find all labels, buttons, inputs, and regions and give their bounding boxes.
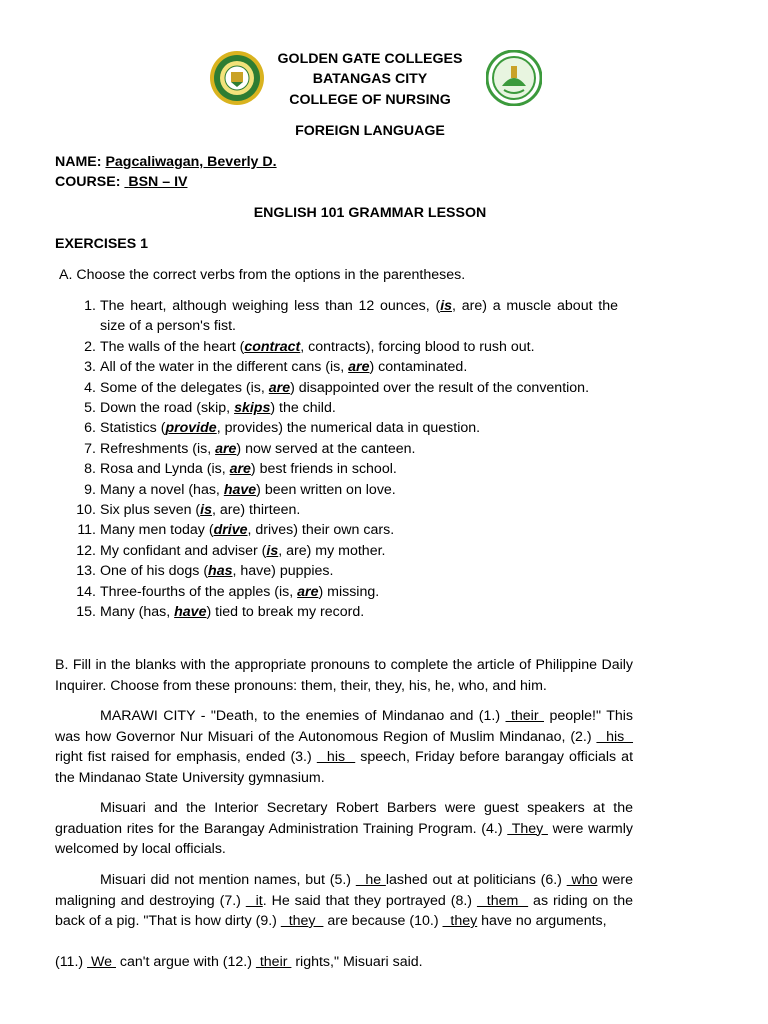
item-answer: are xyxy=(229,461,251,478)
school-name: GOLDEN GATE COLLEGES xyxy=(277,51,463,67)
item-text: Three-fourths of the apples (is, are) missing. xyxy=(100,583,380,600)
item-answer: is xyxy=(200,502,212,519)
part-a-item xyxy=(56,398,618,418)
part-a-item xyxy=(56,337,618,357)
item-answer: have xyxy=(223,481,257,498)
item-text: Some of the delegates (is, are) disappointed over the result of the convention. xyxy=(100,379,590,396)
item-text: Rosa and Lynda (is, are) best friends in school. xyxy=(100,461,397,478)
part-b-instruction: B. Fill in the blanks with the appropriate pronouns to complete the article of Philippine Daily Inquirer. Choose from these pronouns: them, their, they, his, he, who, and him. xyxy=(55,657,633,694)
item-number: 8. xyxy=(84,461,96,478)
blank-11: We xyxy=(87,954,116,970)
blank-5: he xyxy=(355,872,386,888)
blank-7: it xyxy=(245,892,263,909)
college-name: COLLEGE OF NURSING xyxy=(289,92,451,108)
part-a-instruction: A. Choose the correct verbs from the options in the parentheses. xyxy=(59,267,466,283)
item-text: All of the water in the different cans (is, are) contaminated. xyxy=(100,359,468,376)
item-number: 13. xyxy=(76,563,96,580)
item-answer: skips xyxy=(234,400,271,417)
blank-8: them xyxy=(476,892,529,909)
part-a-item xyxy=(56,500,618,520)
item-answer: contract xyxy=(244,338,301,355)
part-a-item xyxy=(56,602,618,622)
article-paragraph-1: MARAWI CITY - "Death, to the enemies of Mindanao and (1.) their people!" This was how Governor Nur Misuari of the Autonomous Region of Muslim Mindanao, (2.) his right fist raised for emphasis, ended (3.) his speech, Friday before barangay officials at the Mindanao State University gymnasium. xyxy=(55,708,634,786)
item-text: One of his dogs (has, have) puppies. xyxy=(100,563,334,580)
lesson-title: ENGLISH 101 GRAMMAR LESSON xyxy=(253,205,487,221)
item-answer: is xyxy=(440,298,453,314)
item-number: 11. xyxy=(77,522,96,539)
name-value: Pagcaliwagan, Beverly D. xyxy=(105,154,277,170)
blank-2: his xyxy=(596,728,634,745)
item-text: The walls of the heart (contract, contracts), forcing blood to rush out. xyxy=(100,338,535,355)
item-answer: provide xyxy=(165,420,217,437)
item-number: 14. xyxy=(76,583,96,600)
item-number: 2. xyxy=(84,338,96,355)
item-answer: is xyxy=(266,542,279,559)
item-text: Many a novel (has, have) been written on love. xyxy=(100,481,396,498)
item-number: 7. xyxy=(84,440,96,457)
part-a-item xyxy=(56,520,618,540)
name-label: NAME: xyxy=(55,154,102,170)
part-a-item xyxy=(56,357,618,377)
item-answer: has xyxy=(208,563,233,580)
part-a-item xyxy=(56,582,618,602)
item-number: 3. xyxy=(84,359,96,376)
item-answer: drive xyxy=(213,522,248,539)
part-a-item xyxy=(56,480,618,500)
item-number: 10. xyxy=(76,502,96,519)
item-text: Many (has, have) tied to break my record. xyxy=(100,604,365,621)
subject-title: FOREIGN LANGUAGE xyxy=(295,123,445,139)
item-number: 6. xyxy=(84,420,96,437)
item-text: Statistics (provide, provides) the numerical data in question. xyxy=(100,420,481,437)
item-answer: are xyxy=(297,583,319,600)
article-paragraph-4: (11.) We can't argue with (12.) their rights," Misuari said. xyxy=(55,954,423,970)
item-text: Six plus seven (is, are) thirteen. xyxy=(100,502,301,519)
blank-12: their xyxy=(255,954,292,970)
item-number: 12. xyxy=(76,542,96,559)
part-a-item xyxy=(56,561,618,581)
part-a-item xyxy=(56,459,618,479)
course-label: COURSE: xyxy=(55,174,121,190)
part-a-item xyxy=(56,439,618,459)
item-text: The heart, although weighing less than 12 ounces, (is, are) a muscle about the size of a person's fist. xyxy=(100,298,618,335)
item-answer: are xyxy=(215,440,237,457)
article-paragraph-3: Misuari did not mention names, but (5.) he lashed out at politicians (6.) who were maligning and destroying (7.) it. He said that they portrayed (8.) them as riding on the back of a pig. "That is how dirty (9.) they are because (10.) they have no arguments, xyxy=(55,872,633,929)
blank-9: they xyxy=(280,913,324,929)
part-a-item xyxy=(56,541,618,561)
item-answer: are xyxy=(268,379,291,396)
item-text: Many men today (drive, drives) their own cars. xyxy=(100,522,395,539)
item-number: 4. xyxy=(84,379,96,396)
item-number: 1. xyxy=(84,298,96,314)
item-text: Down the road (skip, skips) the child. xyxy=(100,400,336,417)
article-paragraph-2: Misuari and the Interior Secretary Robert Barbers were guest speakers at the graduation rites for the Barangay Administration Training Program. (4.) They were warmly welcomed by local officials. xyxy=(55,800,633,857)
name-line xyxy=(55,152,277,173)
item-number: 5. xyxy=(84,400,96,417)
school-city: BATANGAS CITY xyxy=(312,71,428,87)
exercise-title: EXERCISES 1 xyxy=(55,236,149,252)
item-text: My confidant and adviser (is, are) my mother. xyxy=(100,542,386,559)
item-number: 9. xyxy=(84,481,96,498)
blank-4: They xyxy=(507,820,548,837)
part-a-item xyxy=(56,378,618,398)
course-value: BSN – IV xyxy=(128,174,188,190)
item-text: Refreshments (is, are) now served at the canteen. xyxy=(100,440,416,457)
blank-10: they xyxy=(442,913,478,929)
item-answer: have xyxy=(174,604,207,621)
blank-6: who xyxy=(566,872,598,888)
blank-3: his xyxy=(316,749,356,765)
part-a-item xyxy=(56,296,618,337)
course-line xyxy=(55,172,187,193)
item-number: 15. xyxy=(76,604,96,621)
blank-1: their xyxy=(505,708,544,724)
part-a-item xyxy=(56,418,618,438)
part-a-list xyxy=(56,296,618,623)
item-answer: are xyxy=(348,359,370,376)
